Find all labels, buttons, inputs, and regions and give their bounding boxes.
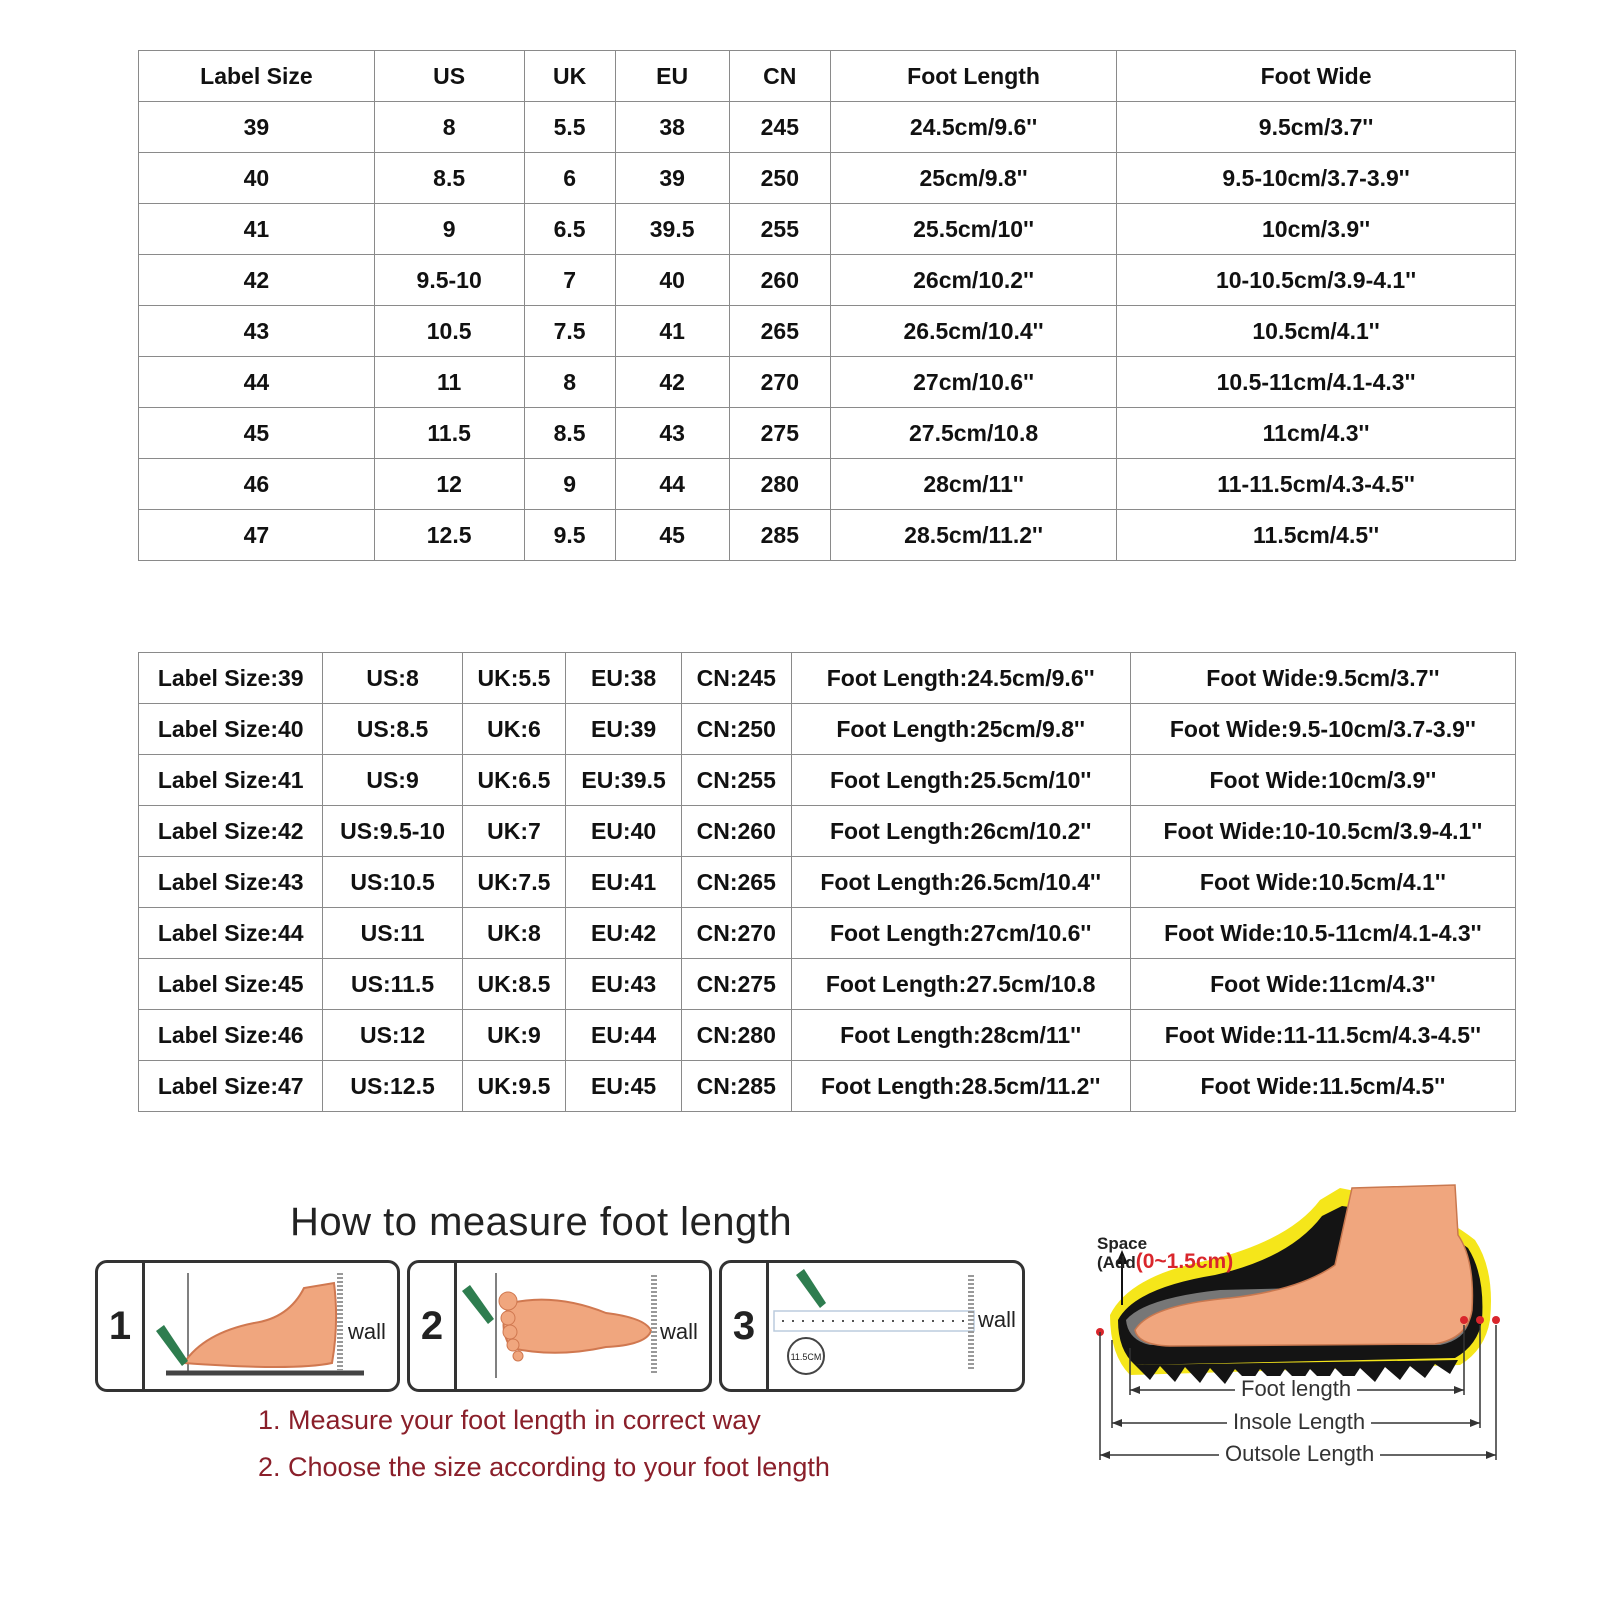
size-chart-table [138,50,1516,561]
table-cell: 28.5cm/11.2'' [831,510,1117,561]
table-row [139,1061,1516,1112]
table-cell: Foot Length:28.5cm/11.2'' [791,1061,1130,1112]
table-cell: 275 [729,408,831,459]
wall-label-1: wall [348,1319,386,1344]
table-cell: Foot Length:26.5cm/10.4'' [791,857,1130,908]
table-cell: 42 [139,255,375,306]
table-cell: US:11 [323,908,462,959]
table-cell: 9 [374,204,524,255]
space-title: Space [1097,1234,1148,1253]
table-cell: CN:265 [681,857,791,908]
table-cell: Label Size:47 [139,1061,323,1112]
table-cell: 260 [729,255,831,306]
table-cell: Foot Wide:11cm/4.3'' [1130,959,1515,1010]
table-cell: Foot Wide:11-11.5cm/4.3-4.5'' [1130,1010,1515,1061]
table-cell: EU:39 [566,704,682,755]
table-cell: Foot Wide:10-10.5cm/3.9-4.1'' [1130,806,1515,857]
table-row [139,908,1516,959]
table-cell: Label Size:41 [139,755,323,806]
table-cell: Foot Length:27cm/10.6'' [791,908,1130,959]
table-cell: 265 [729,306,831,357]
table-cell: Label Size:45 [139,959,323,1010]
table-cell: UK:8.5 [462,959,565,1010]
table-cell: US:9.5-10 [323,806,462,857]
table-cell: UK:7.5 [462,857,565,908]
table-cell: 40 [139,153,375,204]
table-cell: EU:41 [566,857,682,908]
table-cell: 26.5cm/10.4'' [831,306,1117,357]
size-chart-labeled-table [138,652,1516,1112]
table-cell: 43 [139,306,375,357]
table-cell: 25.5cm/10'' [831,204,1117,255]
step-2-panel [407,1260,712,1392]
table-row [139,653,1516,704]
table-cell: 8.5 [524,408,615,459]
table-cell: 285 [729,510,831,561]
table-cell: 9.5-10 [374,255,524,306]
table-cell: 11 [374,357,524,408]
table-cell: 26cm/10.2'' [831,255,1117,306]
table-cell: Foot Wide:10.5-11cm/4.1-4.3'' [1130,908,1515,959]
table-cell: Foot Length:25cm/9.8'' [791,704,1130,755]
table-cell: Foot Length:26cm/10.2'' [791,806,1130,857]
table-cell: 43 [615,408,729,459]
table-cell: 46 [139,459,375,510]
table-cell: 39 [139,102,375,153]
table-cell: 45 [139,408,375,459]
table-cell: 27.5cm/10.8 [831,408,1117,459]
table-row [139,806,1516,857]
table-cell: 39.5 [615,204,729,255]
shoe-diagram [1090,1180,1550,1520]
table-row [139,755,1516,806]
table-cell: 11.5 [374,408,524,459]
table-cell: EU:43 [566,959,682,1010]
instruction-2: 2. Choose the size according to your foot length [258,1452,830,1482]
table-cell: US:8 [323,653,462,704]
table-cell: 12.5 [374,510,524,561]
table-row [139,153,1516,204]
table-cell: 280 [729,459,831,510]
table-row [139,704,1516,755]
table-cell: 8 [374,102,524,153]
wall-label-3: wall [978,1307,1016,1332]
table-row [139,1010,1516,1061]
step-1-panel [95,1260,400,1392]
table-cell: EU:45 [566,1061,682,1112]
table-cell: 41 [139,204,375,255]
table-cell: 7.5 [524,306,615,357]
table-cell: 10-10.5cm/3.9-4.1'' [1117,255,1516,306]
table-cell: 42 [615,357,729,408]
table-cell: CN:280 [681,1010,791,1061]
header-cell: UK [524,51,615,102]
table-cell: 6.5 [524,204,615,255]
table-cell: Label Size:44 [139,908,323,959]
table-row [139,408,1516,459]
table-cell: Foot Wide:9.5cm/3.7'' [1130,653,1515,704]
table-cell: 11cm/4.3'' [1117,408,1516,459]
table-row [139,510,1516,561]
table-cell: 12 [374,459,524,510]
table-cell: Foot Length:27.5cm/10.8 [791,959,1130,1010]
table-cell: 45 [615,510,729,561]
table-cell: EU:44 [566,1010,682,1061]
table-row [139,306,1516,357]
table-cell: 27cm/10.6'' [831,357,1117,408]
table-cell: Label Size:40 [139,704,323,755]
table-cell: EU:38 [566,653,682,704]
table-cell: 10.5-11cm/4.1-4.3'' [1117,357,1516,408]
table-cell: 11-11.5cm/4.3-4.5'' [1117,459,1516,510]
table-cell: UK:5.5 [462,653,565,704]
table-cell: Label Size:39 [139,653,323,704]
wall-label-2: wall [660,1319,698,1344]
table-cell: Foot Length:24.5cm/9.6'' [791,653,1130,704]
table-row [139,357,1516,408]
insole-length-label: Insole Length [1227,1409,1371,1435]
table-cell: 25cm/9.8'' [831,153,1117,204]
table-cell: 38 [615,102,729,153]
measure-title: How to measure foot length [290,1200,793,1244]
table-cell: Label Size:46 [139,1010,323,1061]
header-cell: Foot Length [831,51,1117,102]
table-cell: 9.5cm/3.7'' [1117,102,1516,153]
table-row [139,857,1516,908]
table-cell: UK:9.5 [462,1061,565,1112]
table-cell: EU:39.5 [566,755,682,806]
table-row [139,959,1516,1010]
table-cell: Foot Length:28cm/11'' [791,1010,1130,1061]
table-cell: Label Size:42 [139,806,323,857]
step-2-number: 2 [410,1263,457,1389]
table-cell: US:10.5 [323,857,462,908]
table-cell: 5.5 [524,102,615,153]
header-cell: CN [729,51,831,102]
table-cell: 8.5 [374,153,524,204]
space-value: (0~1.5cm) [1135,1250,1234,1273]
table-cell: 8 [524,357,615,408]
table-cell: CN:260 [681,806,791,857]
table-cell: 9 [524,459,615,510]
table-cell: 270 [729,357,831,408]
table-cell: 28cm/11'' [831,459,1117,510]
table-cell: US:9 [323,755,462,806]
table-cell: CN:270 [681,908,791,959]
step-1-number: 1 [98,1263,145,1389]
table-cell: Foot Wide:11.5cm/4.5'' [1130,1061,1515,1112]
table-cell: US:8.5 [323,704,462,755]
table-row [139,255,1516,306]
foot-length-label: Foot length [1235,1376,1357,1402]
space-label [1097,1235,1233,1272]
table-cell: 47 [139,510,375,561]
table-cell: Label Size:43 [139,857,323,908]
table-cell: 40 [615,255,729,306]
outsole-length-label: Outsole Length [1219,1441,1380,1467]
table-cell: UK:7 [462,806,565,857]
table-cell: 39 [615,153,729,204]
table-row [139,459,1516,510]
table-cell: US:12.5 [323,1061,462,1112]
table-cell: 11.5cm/4.5'' [1117,510,1516,561]
size-chart-header-row [139,51,1516,102]
table-cell: US:12 [323,1010,462,1061]
table-cell: US:11.5 [323,959,462,1010]
table-cell: 9.5-10cm/3.7-3.9'' [1117,153,1516,204]
table-row [139,102,1516,153]
table-cell: Foot Wide:9.5-10cm/3.7-3.9'' [1130,704,1515,755]
table-cell: 44 [615,459,729,510]
table-cell: CN:275 [681,959,791,1010]
table-cell: CN:245 [681,653,791,704]
table-cell: CN:250 [681,704,791,755]
table-cell: UK:6.5 [462,755,565,806]
step-3-number: 3 [722,1263,769,1389]
space-add: (Add [1097,1253,1136,1272]
table-cell: CN:285 [681,1061,791,1112]
table-cell: UK:8 [462,908,565,959]
table-cell: 10cm/3.9'' [1117,204,1516,255]
table-cell: 24.5cm/9.6'' [831,102,1117,153]
table-cell: EU:40 [566,806,682,857]
table-cell: Foot Wide:10.5cm/4.1'' [1130,857,1515,908]
table-cell: Foot Wide:10cm/3.9'' [1130,755,1515,806]
table-cell: 10.5 [374,306,524,357]
instruction-1: 1. Measure your foot length in correct way [258,1405,761,1435]
table-cell: 7 [524,255,615,306]
header-cell: US [374,51,524,102]
header-cell: Label Size [139,51,375,102]
table-cell: 41 [615,306,729,357]
table-row [139,204,1516,255]
table-cell: EU:42 [566,908,682,959]
table-cell: 44 [139,357,375,408]
table-cell: 245 [729,102,831,153]
ruler-label: 11.5CM [790,1352,822,1362]
table-cell: 250 [729,153,831,204]
table-cell: 6 [524,153,615,204]
table-cell: UK:6 [462,704,565,755]
header-cell: Foot Wide [1117,51,1516,102]
step-3-panel [719,1260,1025,1392]
table-cell: 255 [729,204,831,255]
table-cell: UK:9 [462,1010,565,1061]
measure-steps [95,1260,1055,1396]
table-cell: Foot Length:25.5cm/10'' [791,755,1130,806]
table-cell: CN:255 [681,755,791,806]
header-cell: EU [615,51,729,102]
table-cell: 9.5 [524,510,615,561]
table-cell: 10.5cm/4.1'' [1117,306,1516,357]
